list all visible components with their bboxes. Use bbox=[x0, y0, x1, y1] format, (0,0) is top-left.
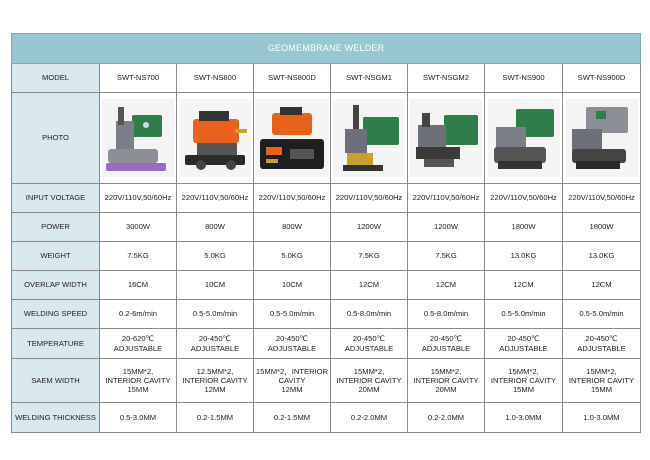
thickness-cell: 0.2-2.0MM bbox=[331, 403, 408, 433]
weight-cell: 5.0KG bbox=[177, 242, 254, 271]
row-label-saem-width: SAEM WIDTH bbox=[12, 359, 100, 403]
thickness-cell: 0.5-3.0MM bbox=[100, 403, 177, 433]
temp-adjustable: ADJUSTABLE bbox=[267, 343, 317, 353]
voltage-cell: 220V/110V,50/60Hz bbox=[100, 184, 177, 213]
weight-cell: 7.5KG bbox=[408, 242, 485, 271]
saem-line: 15MM*2，INTERIOR bbox=[255, 366, 329, 376]
speed-cell: 0.5-5.0m/min bbox=[177, 300, 254, 329]
temperature-cell bbox=[563, 329, 641, 359]
saem-line: INTERIOR CAVITY bbox=[568, 375, 635, 385]
model-cell: SWT-NS800D bbox=[254, 64, 331, 93]
saem-line: 20MM bbox=[435, 385, 457, 395]
row-label-welding-speed: WELDING SPEED bbox=[12, 300, 100, 329]
saem-line: INTERIOR CAVITY bbox=[490, 375, 557, 385]
speed-cell: 0.5-5.0m/min bbox=[254, 300, 331, 329]
welder-ns800d-image bbox=[256, 99, 328, 177]
overlap-cell: 12CM bbox=[563, 271, 641, 300]
overlap-cell: 10CM bbox=[177, 271, 254, 300]
weight-cell: 7.5KG bbox=[100, 242, 177, 271]
temp-range: 20-450℃ bbox=[585, 334, 618, 344]
saem-cell bbox=[331, 359, 408, 403]
thickness-cell: 1.0-3.0MM bbox=[563, 403, 641, 433]
speed-cell: 0.5-5.0m/min bbox=[485, 300, 563, 329]
temperature-cell bbox=[331, 329, 408, 359]
temp-adjustable: ADJUSTABLE bbox=[113, 343, 163, 353]
photo-cell bbox=[485, 93, 563, 184]
overlap-cell: 16CM bbox=[100, 271, 177, 300]
model-cell: SWT-NS900D bbox=[563, 64, 641, 93]
temperature-cell bbox=[408, 329, 485, 359]
row-label-welding-thickness: WELDING THICKNESS bbox=[12, 403, 100, 433]
photo-cell bbox=[100, 93, 177, 184]
power-cell: 1800W bbox=[563, 213, 641, 242]
temp-range: 20-450℃ bbox=[198, 334, 232, 344]
saem-cell bbox=[177, 359, 254, 403]
power-cell: 800W bbox=[177, 213, 254, 242]
temp-range: 20-620℃ bbox=[121, 334, 155, 344]
weight-cell: 13.0KG bbox=[563, 242, 641, 271]
welder-ns900d-image bbox=[566, 99, 638, 177]
power-cell: 1200W bbox=[408, 213, 485, 242]
power-row bbox=[12, 213, 641, 242]
row-label-overlap-width: OVERLAP WIDTH bbox=[12, 271, 100, 300]
overlap-cell: 12CM bbox=[331, 271, 408, 300]
weight-cell: 13.0KG bbox=[485, 242, 563, 271]
row-label-power: POWER bbox=[12, 213, 100, 242]
temp-range: 20-450℃ bbox=[429, 334, 463, 344]
saem-line: 15MM bbox=[127, 385, 149, 395]
photo-cell bbox=[177, 93, 254, 184]
temp-adjustable: ADJUSTABLE bbox=[499, 343, 548, 353]
welding-thickness-row bbox=[12, 403, 641, 433]
voltage-cell: 220V/110V,50/60Hz bbox=[331, 184, 408, 213]
saem-line: 15MM*2, bbox=[430, 366, 462, 376]
saem-cell bbox=[100, 359, 177, 403]
model-cell: SWT-NS700 bbox=[100, 64, 177, 93]
overlap-cell: 10CM bbox=[254, 271, 331, 300]
saem-line: INTERIOR CAVITY bbox=[413, 375, 479, 385]
spec-table-container bbox=[11, 33, 640, 433]
saem-width-row bbox=[12, 359, 641, 403]
weight-cell: 7.5KG bbox=[331, 242, 408, 271]
temp-adjustable: ADJUSTABLE bbox=[577, 343, 626, 353]
temperature-cell bbox=[254, 329, 331, 359]
voltage-cell: 220V/110V,50/60Hz bbox=[485, 184, 563, 213]
temp-adjustable: ADJUSTABLE bbox=[421, 343, 471, 353]
overlap-cell: 12CM bbox=[485, 271, 563, 300]
saem-line: 20MM bbox=[358, 385, 380, 395]
speed-cell: 0.5-8.0m/min bbox=[408, 300, 485, 329]
weight-cell: 5.0KG bbox=[254, 242, 331, 271]
power-cell: 800W bbox=[254, 213, 331, 242]
saem-line: 12MM bbox=[281, 385, 303, 395]
model-cell: SWT-NSGM1 bbox=[331, 64, 408, 93]
temp-adjustable: ADJUSTABLE bbox=[344, 343, 394, 353]
saem-line: INTERIOR CAVITY bbox=[182, 375, 248, 385]
saem-line: 15MM bbox=[512, 385, 535, 395]
speed-cell: 0.5-5.0m/min bbox=[563, 300, 641, 329]
saem-line: 15MM*2, bbox=[122, 366, 154, 376]
photo-cell bbox=[254, 93, 331, 184]
welder-ns900-image bbox=[488, 99, 560, 177]
thickness-cell: 0.2-1.5MM bbox=[177, 403, 254, 433]
saem-line: CAVITY bbox=[278, 375, 306, 385]
voltage-cell: 220V/110V,50/60Hz bbox=[563, 184, 641, 213]
power-cell: 1200W bbox=[331, 213, 408, 242]
welder-ns800-image bbox=[179, 99, 251, 177]
saem-cell bbox=[563, 359, 641, 403]
voltage-cell: 220V/110V,50/60Hz bbox=[254, 184, 331, 213]
saem-line: INTERIOR CAVITY bbox=[105, 375, 171, 385]
saem-line: 12MM bbox=[204, 385, 226, 395]
model-cell: SWT-NS800 bbox=[177, 64, 254, 93]
weight-row bbox=[12, 242, 641, 271]
speed-cell: 0.5-8.0m/min bbox=[331, 300, 408, 329]
model-row bbox=[12, 64, 641, 93]
temp-range: 20-450℃ bbox=[275, 334, 309, 344]
saem-line: 15MM*2, bbox=[508, 366, 539, 376]
thickness-cell: 0.2-1.5MM bbox=[254, 403, 331, 433]
model-cell: SWT-NSGM2 bbox=[408, 64, 485, 93]
input-voltage-row bbox=[12, 184, 641, 213]
photo-row bbox=[12, 93, 641, 184]
row-label-model: MODEL bbox=[12, 64, 100, 93]
temperature-cell bbox=[485, 329, 563, 359]
speed-cell: 0.2-6m/min bbox=[100, 300, 177, 329]
saem-cell bbox=[254, 359, 331, 403]
photo-cell bbox=[408, 93, 485, 184]
thickness-cell: 1.0-3.0MM bbox=[485, 403, 563, 433]
saem-cell bbox=[485, 359, 563, 403]
overlap-width-row bbox=[12, 271, 641, 300]
row-label-weight: WEIGHT bbox=[12, 242, 100, 271]
photo-cell bbox=[563, 93, 641, 184]
welder-nsgm2-image bbox=[410, 99, 482, 177]
row-label-temperature: TEMPERATURE bbox=[12, 329, 100, 359]
temperature-row bbox=[12, 329, 641, 359]
table-title: GEOMEMBRANE WELDER bbox=[12, 34, 641, 64]
welder-nsgm1-image bbox=[333, 99, 405, 177]
saem-line: INTERIOR CAVITY bbox=[336, 375, 402, 385]
saem-cell bbox=[408, 359, 485, 403]
saem-line: 15MM*2, bbox=[586, 366, 617, 376]
row-label-input-voltage: INPUT VOLTAGE bbox=[12, 184, 100, 213]
power-cell: 1800W bbox=[485, 213, 563, 242]
saem-line: 15MM bbox=[590, 385, 613, 395]
saem-line: 12.5MM*2, bbox=[196, 366, 234, 376]
spec-table bbox=[11, 33, 641, 433]
model-cell: SWT-NS900 bbox=[485, 64, 563, 93]
welding-speed-row bbox=[12, 300, 641, 329]
voltage-cell: 220V/110V,50/60Hz bbox=[408, 184, 485, 213]
temp-range: 20-450℃ bbox=[352, 334, 386, 344]
thickness-cell: 0.2-2.0MM bbox=[408, 403, 485, 433]
power-cell: 3000W bbox=[100, 213, 177, 242]
temp-adjustable: ADJUSTABLE bbox=[190, 343, 240, 353]
saem-line: 15MM*2, bbox=[353, 366, 385, 376]
voltage-cell: 220V/110V,50/60Hz bbox=[177, 184, 254, 213]
photo-cell bbox=[331, 93, 408, 184]
welder-ns700-image bbox=[102, 99, 174, 177]
overlap-cell: 12CM bbox=[408, 271, 485, 300]
temperature-cell bbox=[100, 329, 177, 359]
temp-range: 20-450℃ bbox=[507, 334, 540, 344]
temperature-cell bbox=[177, 329, 254, 359]
row-label-photo: PHOTO bbox=[12, 93, 100, 184]
